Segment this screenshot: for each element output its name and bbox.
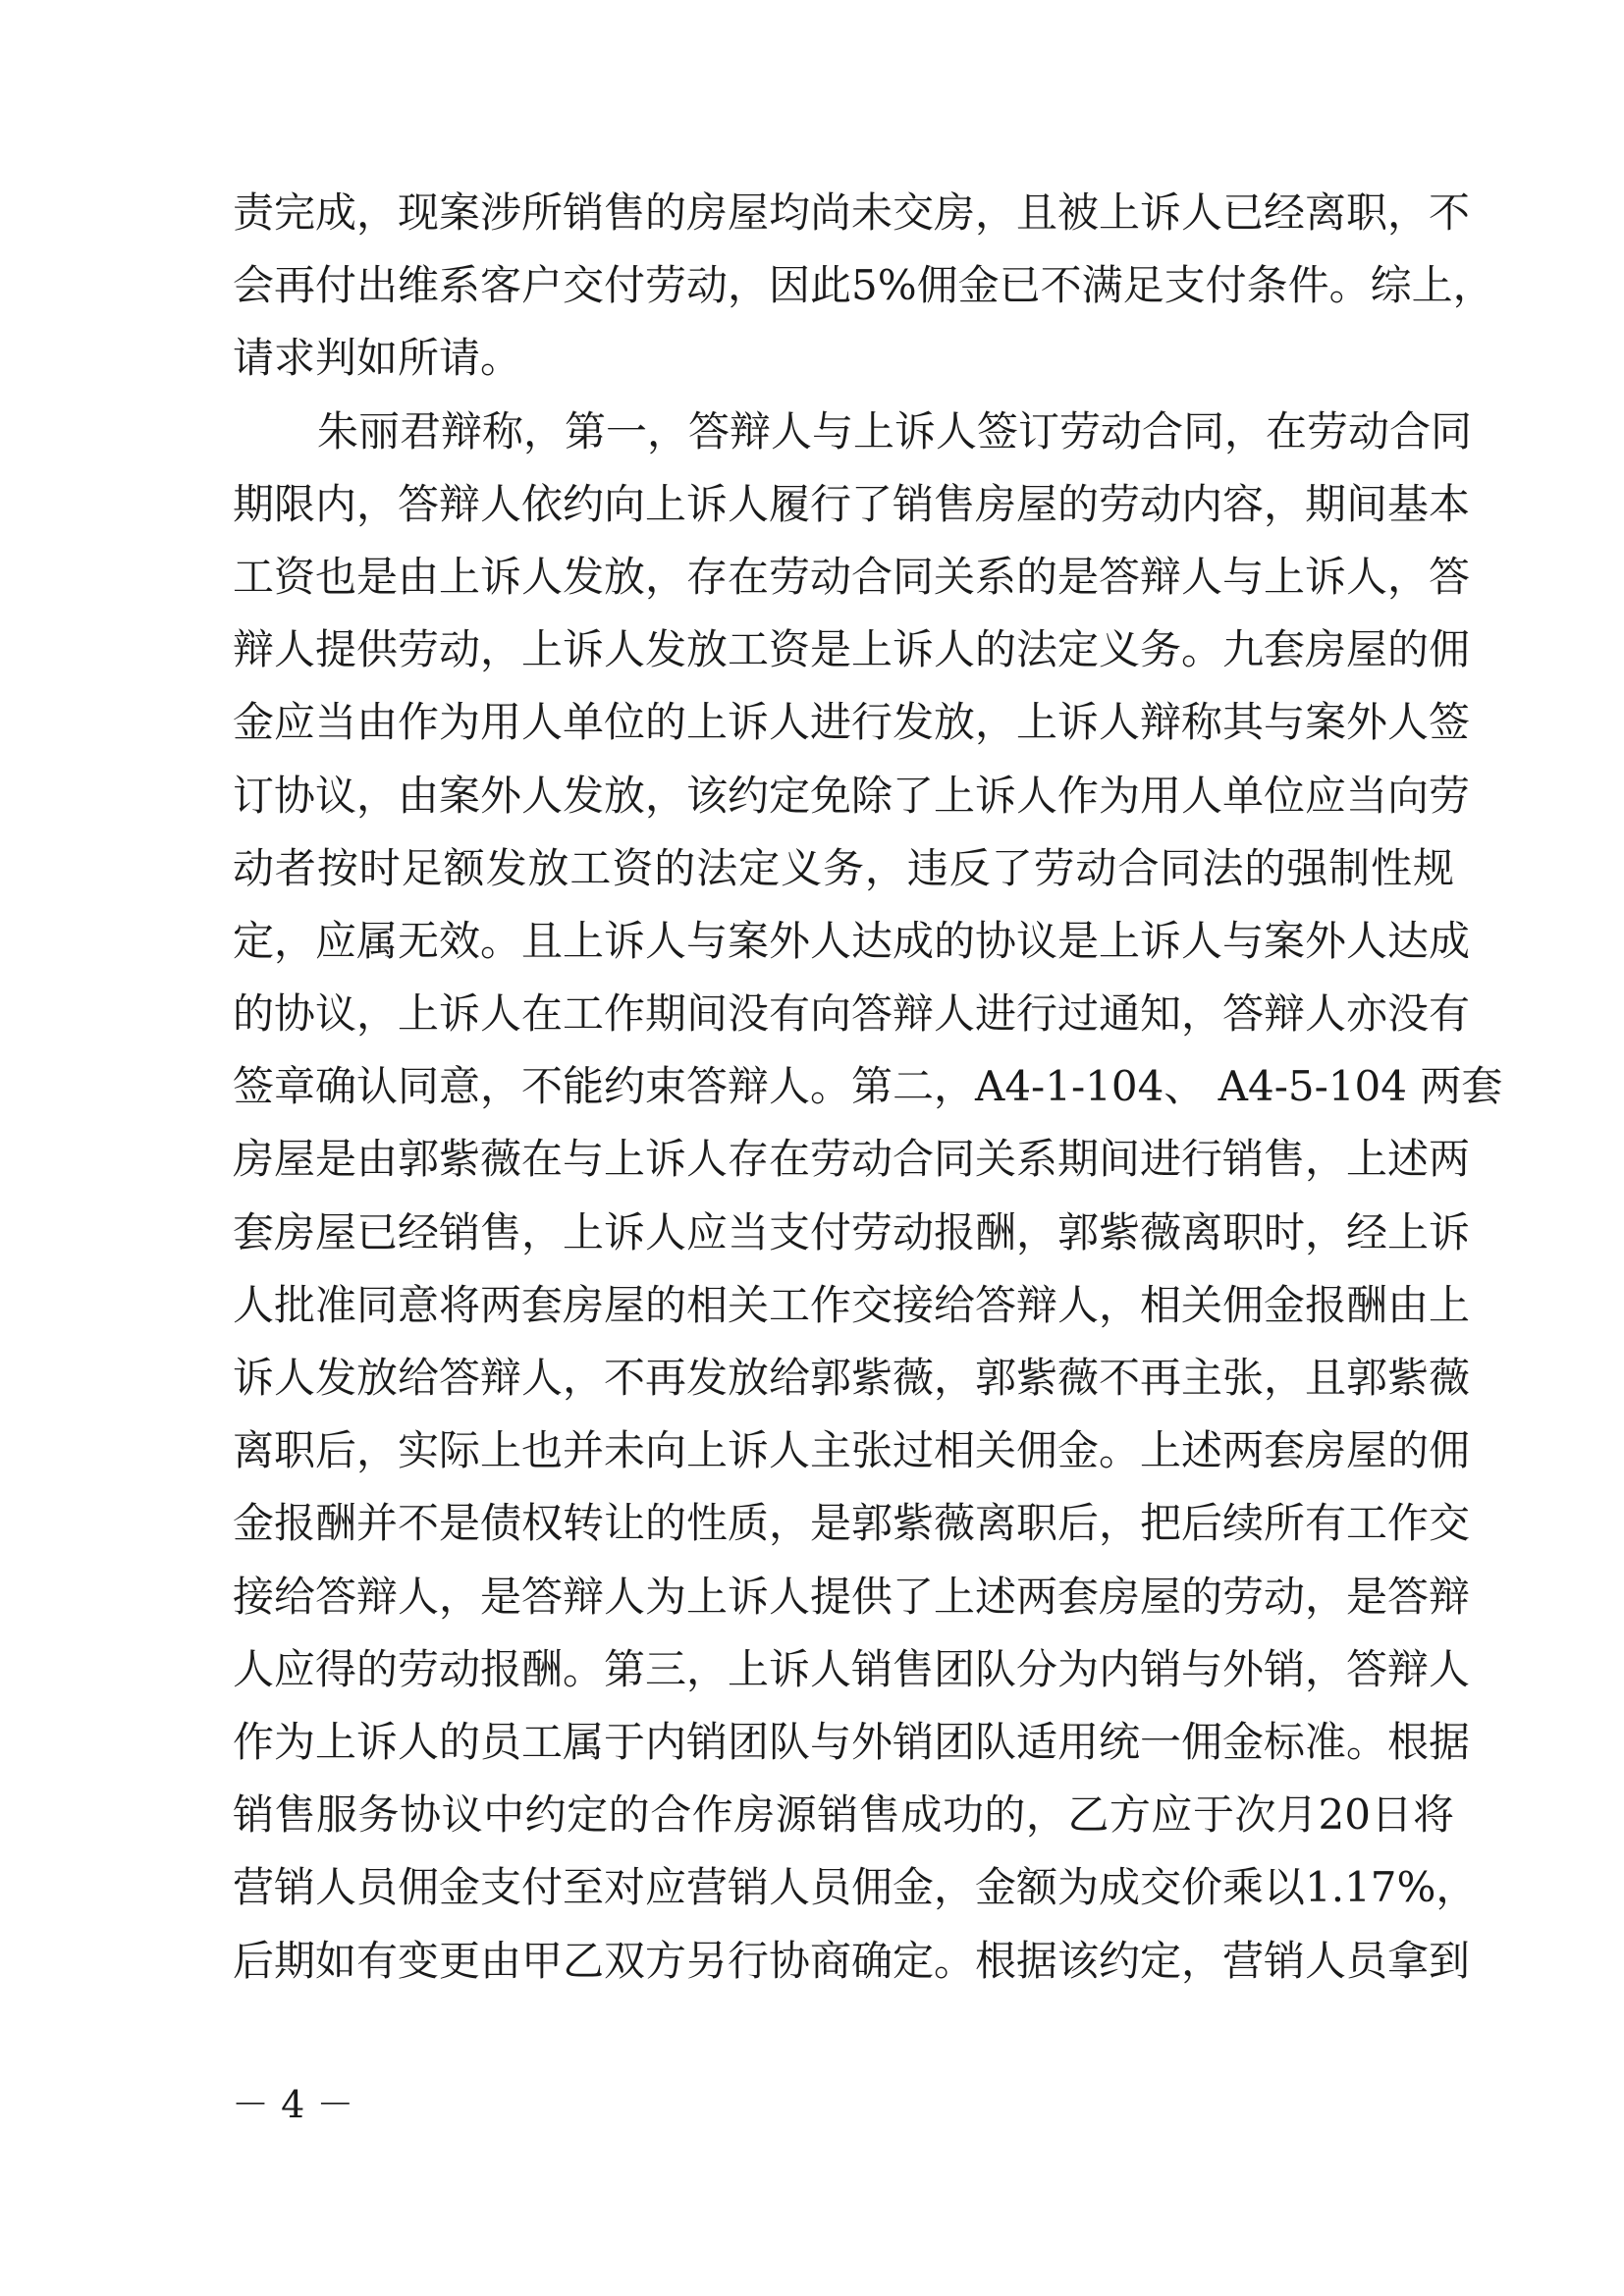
text-line: 金应当由作为用人单位的上诉人进行发放，上诉人辩称其与案外人签 [233, 698, 1471, 747]
text-line: 人批准同意将两套房屋的相关工作交接给答辩人，相关佣金报酬由上 [233, 1280, 1471, 1329]
body-text [233, 177, 1503, 1998]
text-line: 期限内，答辩人依约向上诉人履行了销售房屋的劳动内容，期间基本 [233, 479, 1471, 528]
text-line: 后期如有变更由甲乙双方另行协商确定。根据该约定，营销人员拿到 [233, 1936, 1471, 1985]
text-line: 金报酬并不是债权转让的性质，是郭紫薇离职后，把后续所有工作交 [233, 1499, 1471, 1548]
text-line: 接给答辩人，是答辩人为上诉人提供了上述两套房屋的劳动，是答辩 [233, 1572, 1471, 1621]
text-line: 作为上诉人的员工属于内销团队与外销团队适用统一佣金标准。根据 [233, 1717, 1471, 1766]
text-line: 辩人提供劳动，上诉人发放工资是上诉人的法定义务。九套房屋的佣 [233, 625, 1471, 674]
text-line: 定，应属无效。且上诉人与案外人达成的协议是上诉人与案外人达成 [233, 916, 1471, 965]
text-line: 会再付出维系客户交付劳动，因此5%佣金已不满足支付条件。综上， [233, 261, 1494, 310]
text-line: 套房屋已经销售，上诉人应当支付劳动报酬，郭紫薇离职时，经上诉 [233, 1207, 1471, 1256]
text-line: 离职后，实际上也并未向上诉人主张过相关佣金。上述两套房屋的佣 [233, 1426, 1471, 1475]
paragraph-first-line: 朱丽君辩称，第一，答辩人与上诉人签订劳动合同，在劳动合同 [317, 406, 1473, 455]
text-line: 工资也是由上诉人发放，存在劳动合同关系的是答辩人与上诉人，答 [233, 552, 1471, 601]
page-number: － 4 － [232, 2083, 354, 2126]
text-line: 责完成，现案涉所销售的房屋均尚未交房，且被上诉人已经离职，不 [233, 188, 1471, 237]
text-line: 营销人员佣金支付至对应营销人员佣金，金额为成交价乘以1.17%， [233, 1863, 1478, 1912]
text-line: 的协议，上诉人在工作期间没有向答辩人进行过通知，答辩人亦没有 [233, 989, 1471, 1039]
text-line: 请求判如所请。 [233, 334, 522, 383]
text-line: 订协议，由案外人发放，该约定免除了上诉人作为用人单位应当向劳 [233, 771, 1471, 820]
text-line: 人应得的劳动报酬。第三，上诉人销售团队分为内销与外销，答辩人 [233, 1644, 1471, 1693]
text-line: 签章确认同意，不能约束答辩人。第二，A4-1-104、 A4-5-104 两套 [233, 1062, 1503, 1111]
text-line: 诉人发放给答辩人，不再发放给郭紫薇，郭紫薇不再主张，且郭紫薇 [233, 1354, 1471, 1402]
text-line: 动者按时足额发放工资的法定义务，违反了劳动合同法的强制性规 [233, 843, 1454, 892]
text-line: 销售服务协议中约定的合作房源销售成功的，乙方应于次月20日将 [233, 1790, 1454, 1840]
text-line: 房屋是由郭紫薇在与上诉人存在劳动合同关系期间进行销售，上述两 [233, 1135, 1471, 1184]
